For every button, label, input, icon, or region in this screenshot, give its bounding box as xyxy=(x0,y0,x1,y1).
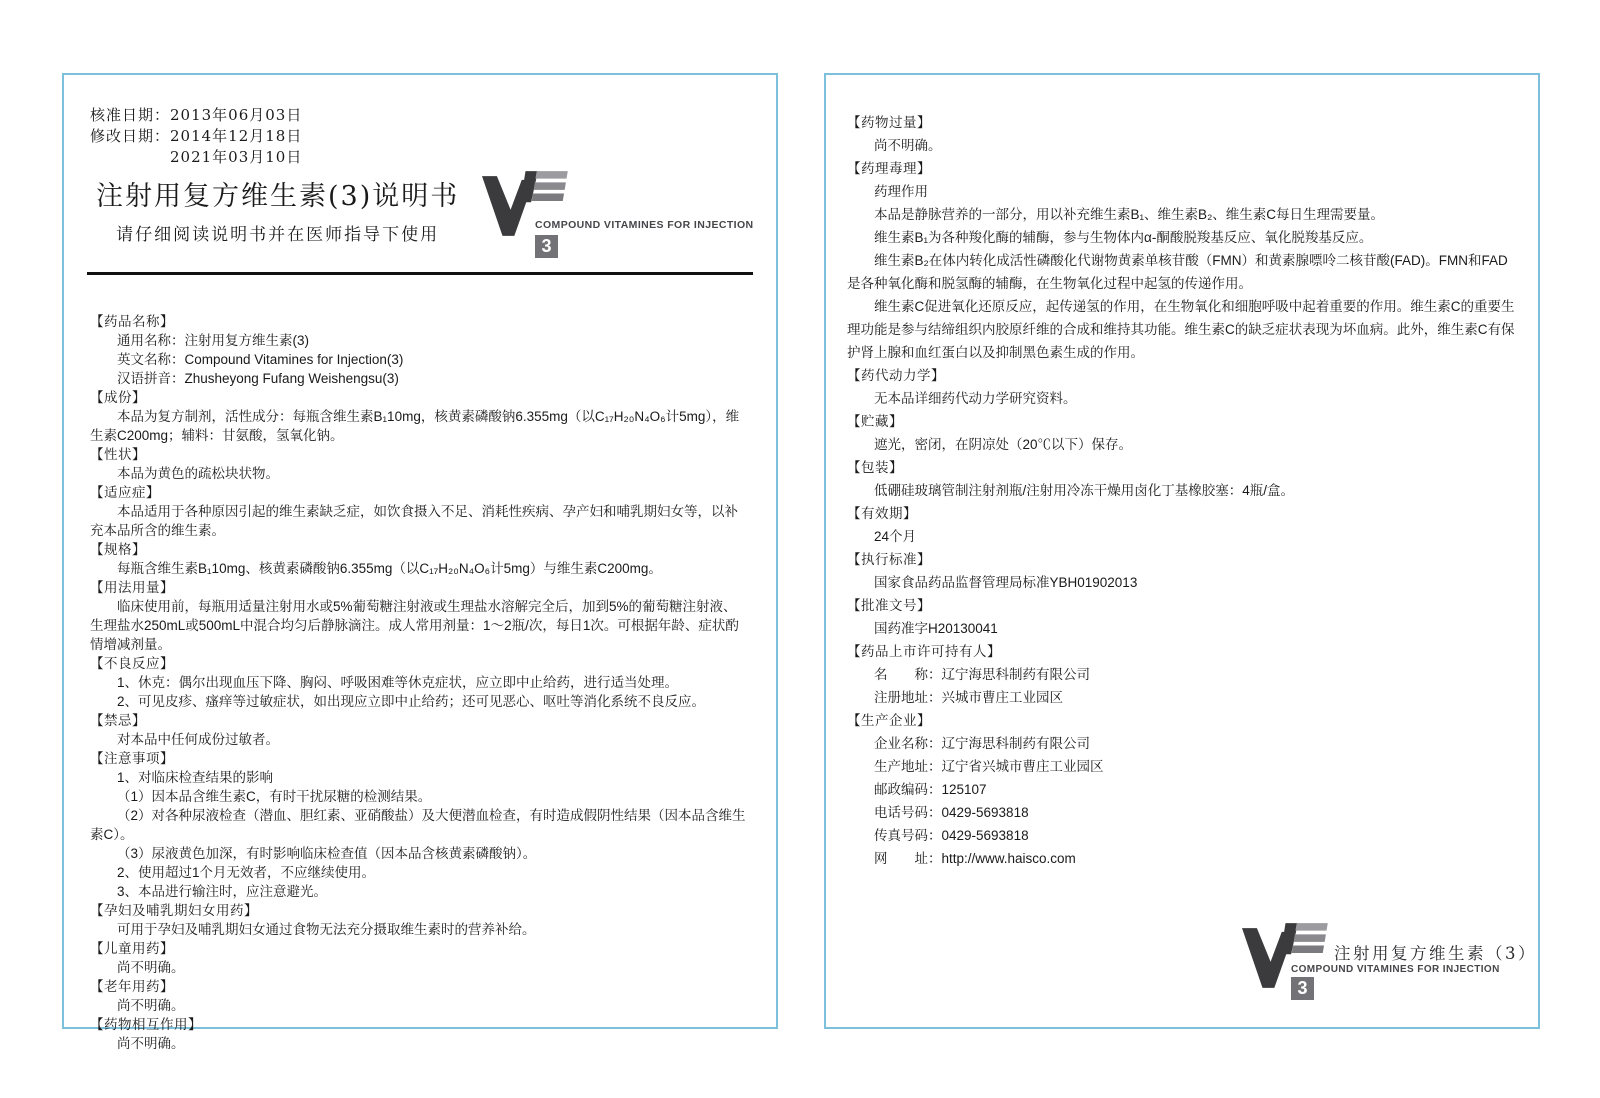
approval-date: 核准日期：2013年06月03日 xyxy=(90,106,303,124)
section-header-interactions: 【药物相互作用】 xyxy=(90,1017,202,1032)
ve-logo-bottom xyxy=(1242,923,1537,1008)
pharmacology-line-4: 维生素C促进氧化还原反应，起传递氢的作用，在生物氧化和细胞呼吸中起着重要的作用。维生素C的重要生理功能是参与结缔组织内胶原纤维的合成和维持其功能。维生素C的缺乏症状表现为坏血病。此外，维生素C有保护肾上腺和血红蛋白以及抑制黑色素生成的作用。 xyxy=(847,299,1515,360)
manufacturer-name-line: 企业名称：辽宁海思科制药有限公司 xyxy=(874,736,1090,751)
strength-text: 每瓶含维生素B₁10mg、核黄素磷酸钠6.355mg（以C₁₇H₂₀N₄O₆计5mg）与维生素C200mg。 xyxy=(117,561,662,576)
holder-address-line: 注册地址：兴城市曹庄工业园区 xyxy=(874,690,1063,705)
precautions-line-2: （1）因本品含维生素C，有时干扰尿糖的检测结果。 xyxy=(117,789,432,804)
logo-english-caption: COMPOUND VITAMINES FOR INJECTION xyxy=(1291,964,1500,975)
precautions-line-6: 3、本品进行输注时，应注意避光。 xyxy=(117,884,328,899)
pharmacology-subtitle: 药理作用 xyxy=(874,184,928,199)
precautions-line-4: （3）尿液黄色加深，有时影响临床检查值（因本品含核黄素磷酸钠）。 xyxy=(117,846,537,861)
pharmacology-line-1: 本品是静脉营养的一部分，用以补充维生素B₁、维生素B₂、维生素C每日生理需要量。 xyxy=(874,207,1385,222)
geriatric-text: 尚不明确。 xyxy=(117,998,185,1013)
section-header-precautions: 【注意事项】 xyxy=(90,751,174,766)
interactions-text: 尚不明确。 xyxy=(117,1036,185,1051)
section-header-indications: 【适应症】 xyxy=(90,485,160,500)
generic-name-line: 通用名称：注射用复方维生素(3) xyxy=(117,333,309,348)
section-header-adverse-reactions: 【不良反应】 xyxy=(90,656,174,671)
storage-text: 遮光，密闭，在阴凉处（20℃以下）保存。 xyxy=(874,437,1133,452)
section-header-standard: 【执行标准】 xyxy=(847,552,931,567)
right-sections xyxy=(847,111,1517,870)
section-header-overdose: 【药物过量】 xyxy=(847,115,931,130)
section-header-dosage: 【用法用量】 xyxy=(90,580,174,595)
logo-number-badge: 3 xyxy=(1291,977,1314,1000)
title-divider xyxy=(87,272,753,275)
precautions-line-1: 1、对临床检查结果的影响 xyxy=(117,770,274,785)
section-header-manufacturer: 【生产企业】 xyxy=(847,713,931,728)
logo-english-caption: COMPOUND VITAMINES FOR INJECTION xyxy=(535,219,754,231)
adverse-reaction-line-1: 1、休克：偶尔出现血压下降、胸闷、呼吸困难等休克症状，应立即中止给药，进行适当处理。 xyxy=(117,675,679,690)
logo-product-name-cn: 注射用复方维生素（3） xyxy=(1334,944,1537,963)
section-header-pharmacokinetics: 【药代动力学】 xyxy=(847,368,945,383)
description-text: 本品为黄色的疏松块状物。 xyxy=(117,466,279,481)
overdose-text: 尚不明确。 xyxy=(874,138,942,153)
pharmacology-line-2: 维生素B₁为各种羧化酶的辅酶，参与生物体内α-酮酸脱羧基反应、氧化脱羧基反应。 xyxy=(874,230,1373,245)
postal-code-line: 邮政编码：125107 xyxy=(874,782,987,797)
section-header-geriatric: 【老年用药】 xyxy=(90,979,174,994)
contraindications-text: 对本品中任何成份过敏者。 xyxy=(117,732,279,747)
ve-logo-icon xyxy=(1242,923,1329,988)
pediatric-text: 尚不明确。 xyxy=(117,960,185,975)
section-header-pediatric: 【儿童用药】 xyxy=(90,941,174,956)
logo-number-badge: 3 xyxy=(535,235,558,258)
title-block xyxy=(96,174,459,245)
fax-line: 传真号码：0429-5693818 xyxy=(874,828,1029,843)
right-page xyxy=(824,73,1540,1029)
phone-line: 电话号码：0429-5693818 xyxy=(874,805,1029,820)
document-subtitle: 请仔细阅读说明书并在医师指导下使用 xyxy=(116,225,440,245)
section-header-strength: 【规格】 xyxy=(90,542,146,557)
section-header-drug-name: 【药品名称】 xyxy=(90,314,174,329)
pinyin-name-line: 汉语拼音：Zhusheyong Fufang Weishengsu(3) xyxy=(117,371,399,386)
pharmacology-line-3: 维生素B₂在体内转化成活性磷酸化代谢物黄素单核苷酸（FMN）和黄素腺嘌呤二核苷酸(FAD)。FMN和FAD是各种氧化酶和脱氢酶的辅酶，在生物氧化过程中起氢的传递作用。 xyxy=(847,253,1508,291)
section-header-pregnancy: 【孕妇及哺乳期妇女用药】 xyxy=(90,903,258,918)
right-page-content xyxy=(826,111,1538,998)
section-header-license-holder: 【药品上市许可持有人】 xyxy=(847,644,1001,659)
precautions-line-5: 2、使用超过1个月无效者，不应继续使用。 xyxy=(117,865,376,880)
adverse-reaction-line-2: 2、可见皮疹、瘙痒等过敏症状，如出现应立即中止给药；还可见恶心、呕吐等消化系统不良反应。 xyxy=(117,694,706,709)
section-header-contraindications: 【禁忌】 xyxy=(90,713,146,728)
document-title: 注射用复方维生素(3)说明书 xyxy=(96,181,460,212)
date-block xyxy=(90,105,750,168)
section-header-composition: 【成份】 xyxy=(90,390,146,405)
pregnancy-text: 可用于孕妇及哺乳期妇女通过食物无法充分摄取维生素时的营养补给。 xyxy=(117,922,536,937)
revision-date-2: 2021年03月10日 xyxy=(170,148,303,166)
dosage-text: 临床使用前，每瓶用适量注射用水或5%葡萄糖注射液或生理盐水溶解完全后，加到5%的葡萄糖注射液、生理盐水250mL或500mL中混合均匀后静脉滴注。成人常用剂量：1～2瓶/次，每日1次。可根据年龄、症状酌情增减剂量。 xyxy=(90,599,739,652)
english-name-line: 英文名称：Compound Vitamines for Injection(3) xyxy=(117,352,404,367)
composition-text: 本品为复方制剂，活性成分：每瓶含维生素B₁10mg，核黄素磷酸钠6.355mg（以C₁₇H₂₀N₄O₆计5mg），维生素C200mg；辅料：甘氨酸，氢氧化钠。 xyxy=(90,409,740,443)
section-header-storage: 【贮藏】 xyxy=(847,414,903,429)
section-header-approval-number: 【批准文号】 xyxy=(847,598,931,613)
section-header-description: 【性状】 xyxy=(90,447,146,462)
section-header-shelf-life: 【有效期】 xyxy=(847,506,917,521)
holder-name-line: 名 称：辽宁海思科制药有限公司 xyxy=(874,667,1090,682)
manufacturer-address-line: 生产地址：辽宁省兴城市曹庄工业园区 xyxy=(874,759,1104,774)
left-sections xyxy=(90,312,750,1053)
section-header-packaging: 【包装】 xyxy=(847,460,903,475)
approval-number-text: 国药准字H20130041 xyxy=(874,621,998,636)
pharmacokinetics-text: 无本品详细药代动力学研究资料。 xyxy=(874,391,1077,406)
revision-date-1: 修改日期：2014年12月18日 xyxy=(90,127,303,145)
packaging-text: 低硼硅玻璃管制注射剂瓶/注射用冷冻干燥用卤化丁基橡胶塞：4瓶/盒。 xyxy=(874,483,1295,498)
left-page xyxy=(62,73,778,1051)
shelf-life-text: 24个月 xyxy=(874,529,917,544)
website-line: 网 址：http://www.haisco.com xyxy=(874,851,1076,866)
precautions-line-3: （2）对各种尿液检查（潜血、胆红素、亚硝酸盐）及大便潜血检查，有时造成假阴性结果（因本品含维生素C）。 xyxy=(90,808,746,842)
indications-text: 本品适用于各种原因引起的维生素缺乏症，如饮食摄入不足、消耗性疾病、孕产妇和哺乳期妇女等，以补充本品所含的维生素。 xyxy=(90,504,738,538)
section-header-pharmacology: 【药理毒理】 xyxy=(847,161,931,176)
standard-text: 国家食品药品监督管理局标准YBH01902013 xyxy=(874,575,1138,590)
ve-logo-top xyxy=(482,171,752,271)
left-page-content xyxy=(64,105,776,1053)
